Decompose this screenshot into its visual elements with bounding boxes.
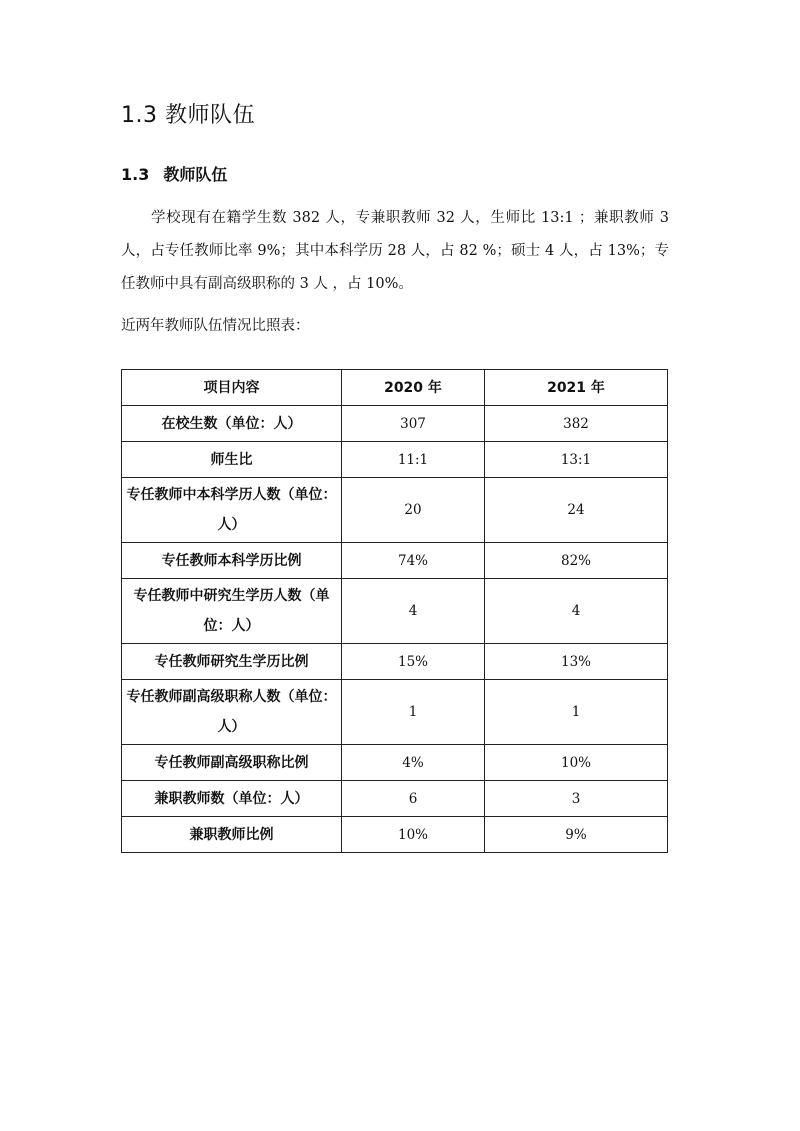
subsection-number: 1.3 [121,165,150,184]
row-label: 专任教师中本科学历人数（单位：人） [122,478,342,543]
summary-paragraph: 学校现有在籍学生数 382 人，专兼职教师 32 人，生师比 13:1 ；兼职教师 3 人，占专任教师比率 9%；其中本科学历 28 人，占 82 %；硕士 4 人，占 13%；专任教师中具有副高级职称的 3 人 ，占 10%。 [121,210,669,292]
table-caption: 近两年教师队伍情况比照表： [121,318,310,334]
cell-2020: 307 [342,406,485,442]
cell-2021: 13:1 [485,442,668,478]
table-row [122,543,668,579]
table-header-row [122,370,668,406]
table-row [122,745,668,781]
cell-2021: 4 [485,579,668,644]
cell-2021: 13% [485,644,668,680]
cell-2021: 1 [485,680,668,745]
cell-2020: 11:1 [342,442,485,478]
section-heading: 1.3 教师队伍 [121,103,255,128]
cell-2020: 10% [342,817,485,853]
row-label: 专任教师本科学历比例 [122,543,342,579]
table-row [122,680,668,745]
cell-2021: 382 [485,406,668,442]
cell-2021: 9% [485,817,668,853]
subsection-heading [121,162,227,185]
row-label: 师生比 [122,442,342,478]
cell-2021: 24 [485,478,668,543]
row-label: 专任教师中研究生学历人数（单位：人） [122,579,342,644]
subsection-title: 教师队伍 [163,165,228,184]
cell-2021: 3 [485,781,668,817]
teacher-comparison-table [121,369,668,853]
header-2021: 2021 年 [485,370,668,406]
cell-2020: 1 [342,680,485,745]
table-row [122,644,668,680]
cell-2020: 6 [342,781,485,817]
cell-2020: 4 [342,579,485,644]
cell-2020: 15% [342,644,485,680]
cell-2021: 10% [485,745,668,781]
table-row [122,406,668,442]
row-label: 专任教师研究生学历比例 [122,644,342,680]
cell-2020: 74% [342,543,485,579]
row-label: 兼职教师数（单位：人） [122,781,342,817]
cell-2020: 20 [342,478,485,543]
table-row [122,442,668,478]
header-2020: 2020 年 [342,370,485,406]
table-row [122,579,668,644]
table-row [122,478,668,543]
cell-2021: 82% [485,543,668,579]
cell-2020: 4% [342,745,485,781]
table-row [122,817,668,853]
row-label: 专任教师副高级职称人数（单位：人） [122,680,342,745]
row-label: 兼职教师比例 [122,817,342,853]
row-label: 在校生数（单位：人） [122,406,342,442]
table-row [122,781,668,817]
header-item: 项目内容 [122,370,342,406]
row-label: 专任教师副高级职称比例 [122,745,342,781]
